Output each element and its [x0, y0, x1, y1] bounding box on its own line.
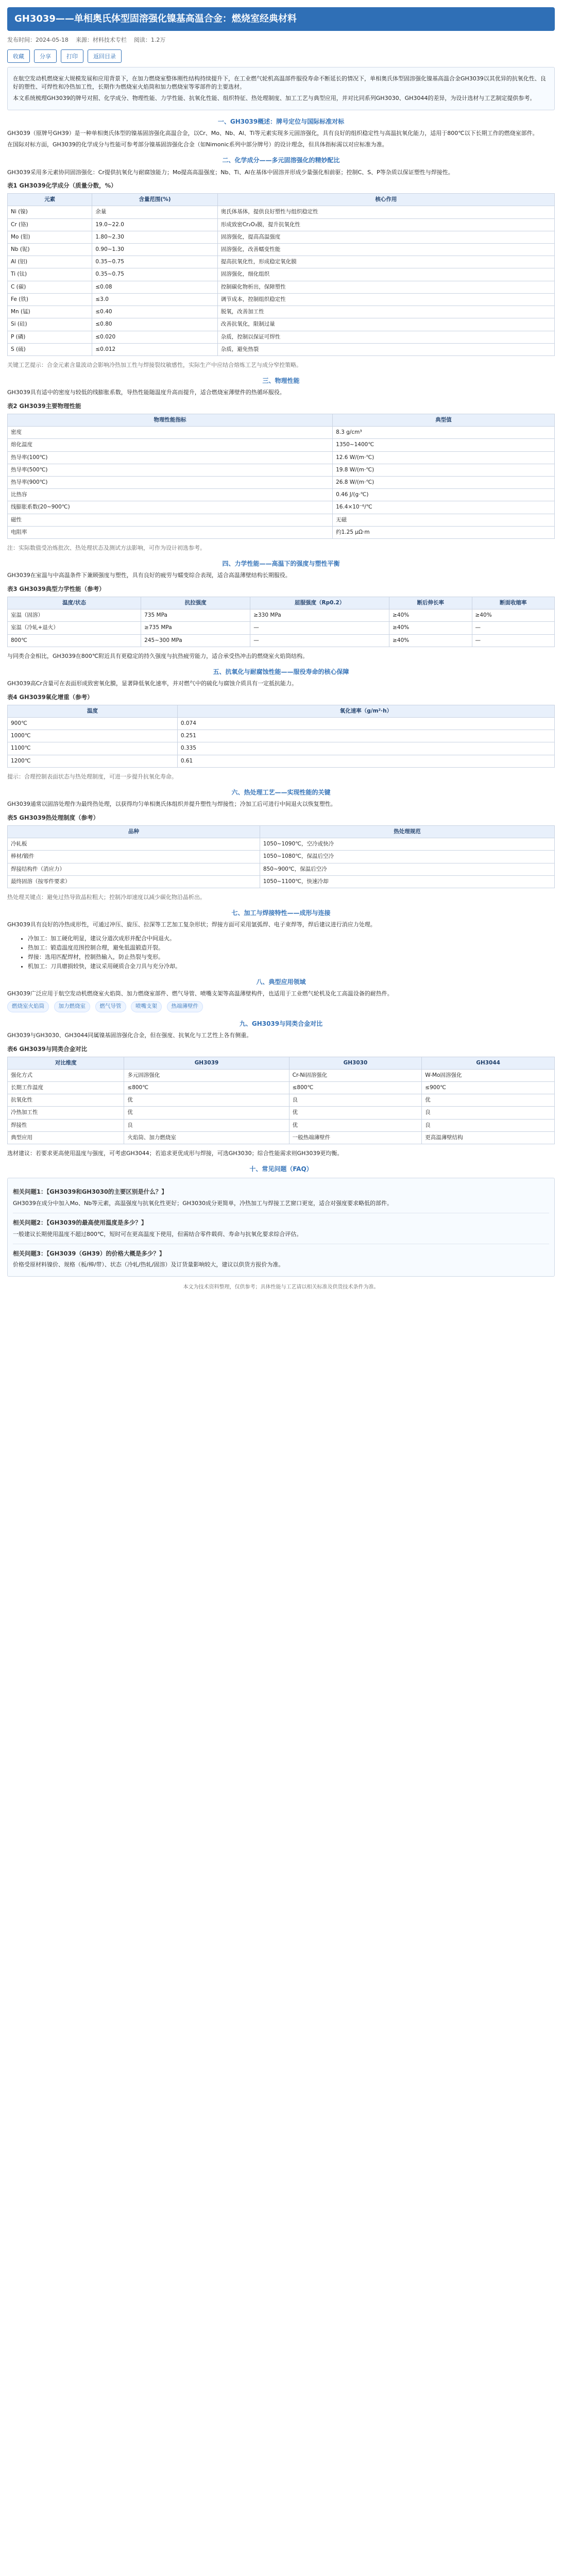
section-title-7: 七、加工与焊接特性——成形与连接 [231, 909, 331, 917]
table-cell: 火焰筒、加力燃烧室 [124, 1131, 289, 1144]
faq-question-3: 相关问题3：【GH3039（GH39）的价格大概是多少？】 [13, 1249, 165, 1257]
table-cell: 改善抗氧化，限制过量 [217, 318, 554, 331]
table-header-cell: 热处理规范 [260, 825, 554, 838]
table-row [8, 501, 555, 514]
meta-item: 来源：材料技术专栏 [75, 37, 127, 44]
faq-question-1: 相关问题1：【GH3039和GH3030的主要区别是什么？】 [13, 1188, 167, 1196]
table-header-row [8, 414, 555, 426]
table-cell: ≤800℃ [124, 1081, 289, 1094]
table-cell: 1200℃ [8, 755, 178, 767]
section-title-10: 十、常见问题（FAQ） [249, 1165, 313, 1173]
table-cell: 约1.25 μΩ·m [333, 526, 555, 538]
table-cell: 热导率(900℃) [8, 476, 333, 488]
table-cell: 良 [422, 1119, 555, 1131]
table-row [8, 1131, 555, 1144]
intro-paragraph-1: 在航空发动机燃烧室大规模发展和应用背景下，在加力燃烧室整体刚性结构持续提升下，在工业燃气轮机高温部件服役寿命不断延长的情况下，单相奥氏体型固溶强化镍基高温合金GH3039以其优异的抗氧化性、良好的塑性、可焊性和冷热加工性，长期作为燃烧室火焰筒和加力燃烧室等零部件的主要选材。 [13, 75, 546, 90]
table-row [8, 875, 555, 888]
table-cell: 热导率(500℃) [8, 464, 333, 476]
s1-paragraph-2: 在国际对标方面，GH3039的化学成分与性能可参考部分镍基固溶强化合金（如Nimonic系列中部分牌号）的设计理念，但具体指标需以对应标准为准。 [7, 141, 388, 148]
table-header-cell: 断面收缩率 [472, 597, 554, 609]
table-cell: 优 [422, 1094, 555, 1107]
table-cell: 室温（固溶） [8, 609, 141, 622]
table-cell: 1000℃ [8, 730, 178, 742]
list-item: • 冷加工：加工硬化明显，建议分道次成形并配合中间退火。 [28, 935, 555, 943]
s3-paragraph-2: 注：实际数值受冶炼批次、热处理状态及测试方法影响，可作为设计初选参考。 [7, 545, 206, 552]
table-cell: Mn (锰) [8, 306, 92, 318]
table-cell: Fe (铁) [8, 293, 92, 306]
table-header-cell: 氧化速率（g/m²·h） [177, 705, 554, 717]
table-cell: 密度 [8, 427, 333, 439]
table-row [8, 476, 555, 488]
table-row [8, 427, 555, 439]
list-item: • 机加工：刀具磨损较快，建议采用硬质合金刀具与充分冷却。 [28, 962, 555, 971]
table-row [8, 863, 555, 875]
table-cell: 0.46 J/(g·℃) [333, 489, 555, 501]
table-header-row [8, 705, 555, 717]
table-cell: ≥40% [389, 609, 472, 622]
table-row [8, 634, 555, 647]
table-row [8, 268, 555, 281]
table-cell: 一般热端薄壁件 [289, 1131, 422, 1144]
table-cell: 无磁 [333, 514, 555, 526]
table-cell: ≤800℃ [289, 1081, 422, 1094]
table-header-cell: 断后伸长率 [389, 597, 472, 609]
table-cell: 固溶强化，细化组织 [217, 268, 554, 281]
table-title-comparison: 表6 GH3039与同类合金对比 [7, 1045, 88, 1053]
table-row [8, 838, 555, 851]
table-cell: 0.251 [177, 730, 554, 742]
table-cell: Cr-Ni固溶强化 [289, 1069, 422, 1081]
table-row [8, 755, 555, 767]
table-header-cell: 典型值 [333, 414, 555, 426]
faq-answer-1: GH3039在成分中加入Mo、Nb等元素，高温强度与抗氧化性更好；GH3030成分更简单，冷热加工与焊接工艺窗口更宽，适合对强度要求略低的部件。 [13, 1200, 393, 1207]
heat-treatment-table [7, 825, 555, 888]
table-header-cell: 温度/状态 [8, 597, 141, 609]
table-cell: ≤3.0 [92, 293, 217, 306]
table-row [8, 343, 555, 355]
table-row [8, 718, 555, 730]
table-row [8, 243, 555, 256]
table-cell: 控制碳化物析出，保障塑性 [217, 281, 554, 293]
table-cell: 杂质，控制以保证可焊性 [217, 331, 554, 343]
intro-box [7, 67, 555, 110]
table-cell: Nb (铌) [8, 243, 92, 256]
s8-paragraph-1: GH3039广泛应用于航空发动机燃烧室火焰筒、加力燃烧室部件、燃气导管、喷嘴支架等高温薄壁构件，也适用于工业燃气轮机及化工高温设备的耐热件。 [7, 990, 393, 997]
table-cell: Ti (钛) [8, 268, 92, 281]
table-cell: ≤0.012 [92, 343, 217, 355]
table-cell: ≤0.020 [92, 331, 217, 343]
footer-note: 本文为技术资料整理，仅供参考；具体性能与工艺请以相关标准及供货技术条件为准。 [183, 1284, 379, 1291]
back-to-toc-button[interactable]: 返回目录 [88, 49, 122, 63]
table-header-row [8, 1057, 555, 1069]
table-row [8, 489, 555, 501]
table-cell: 固溶强化，提高高温强度 [217, 231, 554, 243]
table-cell: 焊接性 [8, 1119, 124, 1131]
table-cell: 长期工作温度 [8, 1081, 124, 1094]
table-cell: C (碳) [8, 281, 92, 293]
table-row [8, 218, 555, 231]
page [7, 0, 555, 1302]
table-cell: 电阻率 [8, 526, 333, 538]
table-cell: 1050~1100℃，快速冷却 [260, 875, 554, 888]
table-header-cell: 抗拉强度 [141, 597, 250, 609]
table-cell: 26.8 W/(m·℃) [333, 476, 555, 488]
s4-paragraph-1: GH3039在室温与中高温条件下兼顾强度与塑性，具有良好的疲劳与蠕变综合表现，适合高温薄壁结构长期服役。 [7, 572, 291, 579]
table-cell: 0.335 [177, 742, 554, 755]
s9-paragraph-1: GH3039与GH3030、GH3044同属镍基固溶强化合金，但在强度、抗氧化与工艺性上各有侧重。 [7, 1031, 252, 1039]
table-title-heat-treatment: 表5 GH3039热处理制度（参考） [7, 814, 99, 822]
table-cell: 1050~1090℃，空冷或快冷 [260, 838, 554, 851]
table-cell: ≥330 MPa [250, 609, 389, 622]
table-cell: 优 [124, 1107, 289, 1119]
table-cell: 焊接结构件（消应力） [8, 863, 260, 875]
table-header-cell: 温度 [8, 705, 178, 717]
table-cell: — [472, 622, 554, 634]
table-cell: 杂质，避免热裂 [217, 343, 554, 355]
table-header-row [8, 194, 555, 206]
meta-row [7, 36, 555, 44]
meta-item: 阅读：1.2万 [133, 37, 166, 44]
mechanical-properties-table [7, 597, 555, 647]
table-title-physical: 表2 GH3039主要物理性能 [7, 402, 81, 410]
table-cell: ≤0.80 [92, 318, 217, 331]
intro-paragraph-2: 本文系统梳理GH3039的牌号对照、化学成分、物理性能、力学性能、抗氧化性能、组织特征、热处理制度、加工工艺与典型应用，并对比同系列GH3030、GH3044的差异，为设计选材与工艺制定提供参考。 [13, 94, 536, 101]
table-cell: 0.90~1.30 [92, 243, 217, 256]
table-cell: 优 [289, 1107, 422, 1119]
section-title-9: 九、GH3039与同类合金对比 [239, 1020, 323, 1027]
table-cell: — [250, 622, 389, 634]
table-cell: 1050~1080℃，保温后空冷 [260, 851, 554, 863]
table-row [8, 256, 555, 268]
table-cell: 磁性 [8, 514, 333, 526]
table-cell: Mo (钼) [8, 231, 92, 243]
table-cell: 固溶强化，改善蠕变性能 [217, 243, 554, 256]
faq-answer-2: 一般建议长期使用温度不超过800℃，短时可在更高温度下使用，但需结合零件载荷、寿命与抗氧化要求综合评估。 [13, 1230, 302, 1238]
table-row [8, 451, 555, 464]
table-header-cell: GH3030 [289, 1057, 422, 1069]
table-cell: ≤0.40 [92, 306, 217, 318]
table-cell: 12.6 W/(m·℃) [333, 451, 555, 464]
tag-pill: 热端薄壁件 [167, 1001, 203, 1012]
table-cell: 线膨胀系数(20~900℃) [8, 501, 333, 514]
share-button[interactable]: 分享 [34, 49, 57, 63]
table-cell: Ni (镍) [8, 206, 92, 218]
table-cell: — [250, 634, 389, 647]
table-cell: 0.61 [177, 755, 554, 767]
table-row [8, 306, 555, 318]
table-cell: 热导率(100℃) [8, 451, 333, 464]
table-cell: 19.0~22.0 [92, 218, 217, 231]
table-cell: W-Mo固溶强化 [422, 1069, 555, 1081]
header-bar [7, 7, 555, 31]
table-header-row [8, 825, 555, 838]
table-cell: 245~300 MPa [141, 634, 250, 647]
section-title-6: 六、热处理工艺——实现性能的关键 [231, 788, 331, 796]
table-header-cell: 含量范围(%) [92, 194, 217, 206]
list-item: • 热加工：锻造温度范围控制合理，避免低温锻造开裂。 [28, 944, 555, 952]
table-row [8, 1107, 555, 1119]
table-cell: 735 MPa [141, 609, 250, 622]
section-title-8: 八、典型应用领域 [256, 978, 306, 986]
s2-paragraph-1: GH3039采用多元素协同固溶强化：Cr提供抗氧化与耐腐蚀能力；Mo提高高温强度；Nb、Ti、Al在基体中固溶并形成少量强化相前驱；控制C、S、P等杂质以保证塑性与焊接性。 [7, 168, 454, 176]
oxidation-table [7, 705, 555, 768]
section-title-5: 五、抗氧化与耐腐蚀性能——服役寿命的核心保障 [213, 668, 349, 675]
table-cell: 良 [289, 1094, 422, 1107]
table-cell: 余量 [92, 206, 217, 218]
table-cell: Al (铝) [8, 256, 92, 268]
physical-properties-table [7, 414, 555, 539]
table-row [8, 206, 555, 218]
table-cell: 16.4×10⁻⁶/℃ [333, 501, 555, 514]
table-cell: 抗氧化性 [8, 1094, 124, 1107]
table-row [8, 609, 555, 622]
table-row [8, 514, 555, 526]
table-cell: 形成致密Cr₂O₃膜，提升抗氧化性 [217, 218, 554, 231]
table-row [8, 439, 555, 451]
table-header-cell: 品种 [8, 825, 260, 838]
list-item: • 焊接：选用匹配焊材，控制热输入，防止热裂与变形。 [28, 953, 555, 961]
meta-item: 发布时间：2024-05-18 [7, 37, 69, 44]
section-title-3: 三、物理性能 [262, 377, 300, 384]
table-cell: 优 [124, 1094, 289, 1107]
tag-pill: 喷嘴支架 [131, 1001, 162, 1012]
table-cell: 8.3 g/cm³ [333, 427, 555, 439]
print-button[interactable]: 打印 [61, 49, 83, 63]
table-row [8, 526, 555, 538]
s2-paragraph-2: 关键工艺提示：合金元素含量波动会影响冷热加工性与焊接裂纹敏感性，实际生产中应结合熔炼工艺与成分窄控策略。 [7, 361, 302, 368]
table-row [8, 742, 555, 755]
table-header-row [8, 597, 555, 609]
s5-paragraph-1: GH3039高Cr含量可在表面形成致密氧化膜，显著降低氧化速率，并对燃气中的硫化与腐蚀介质具有一定抵抗能力。 [7, 680, 297, 687]
table-cell: 0.35~0.75 [92, 268, 217, 281]
table-cell: ≥735 MPa [141, 622, 250, 634]
s9-paragraph-2: 选材建议：若要求更高使用温度与强度，可考虑GH3044；若追求更优成形与焊接，可选GH3030；综合性能需求则GH3039更均衡。 [7, 1150, 343, 1157]
table-cell: 1.80~2.30 [92, 231, 217, 243]
table-cell: 850~900℃，保温后空冷 [260, 863, 554, 875]
table-cell: S (硫) [8, 343, 92, 355]
s4-paragraph-2: 与同类合金相比，GH3039在800℃附近具有更稳定的持久强度与抗热疲劳能力，适合承受热冲击的燃烧室火焰筒结构。 [7, 652, 309, 659]
table-title-composition: 表1 GH3039化学成分（质量分数，%） [7, 182, 117, 190]
tag-pill: 燃烧室火焰筒 [7, 1001, 49, 1012]
table-row [8, 622, 555, 634]
table-cell: ≥40% [389, 622, 472, 634]
table-cell: 19.8 W/(m·℃) [333, 464, 555, 476]
tag-pill: 燃气导管 [95, 1001, 126, 1012]
table-row [8, 851, 555, 863]
table-row [8, 293, 555, 306]
table-cell: 0.35~0.75 [92, 256, 217, 268]
s1-paragraph-1: GH3039（原牌号GH39）是一种单相奥氏体型的镍基固溶强化高温合金，以Cr、Mo、Nb、Al、Ti等元素实现多元固溶强化，具有良好的组织稳定性与高温抗氧化能力，适用于800℃以下长期工作的燃烧室部件。 [7, 130, 538, 137]
table-cell: 室温（冷轧+退火） [8, 622, 141, 634]
table-header-cell: 屈服强度（Rp0.2） [250, 597, 389, 609]
table-cell: 良 [124, 1119, 289, 1131]
table-cell: 良 [422, 1107, 555, 1119]
section-title-4: 四、力学性能——高温下的强度与塑性平衡 [222, 560, 340, 568]
faq-answer-3: 价格受原材料镍价、规格（板/棒/带）、状态（冷轧/热轧/固溶）及订货量影响较大，建议以供货方报价为准。 [13, 1261, 284, 1268]
table-title-mechanical: 表3 GH3039典型力学性能（参考） [7, 585, 105, 593]
table-cell: 最终固溶（按零件要求） [8, 875, 260, 888]
table-cell: ≤900℃ [422, 1081, 555, 1094]
table-cell: Cr (铬) [8, 218, 92, 231]
table-row [8, 1069, 555, 1081]
table-header-cell: GH3039 [124, 1057, 289, 1069]
table-cell: 1100℃ [8, 742, 178, 755]
section-title-1: 一、GH3039概述：牌号定位与国际标准对标 [217, 117, 345, 125]
table-row [8, 1081, 555, 1094]
table-cell: 比热容 [8, 489, 333, 501]
faq-box [7, 1178, 555, 1277]
table-cell: 强化方式 [8, 1069, 124, 1081]
table-cell: 1350~1400℃ [333, 439, 555, 451]
s7-paragraph-1: GH3039具有良好的冷热成形性，可通过冲压、旋压、拉深等工艺加工复杂形状；焊接方面可采用氩弧焊、电子束焊等，焊后建议进行消应力处理。 [7, 921, 376, 928]
table-cell: 奥氏体基体，提供良好塑性与组织稳定性 [217, 206, 554, 218]
table-row [8, 281, 555, 293]
table-row [8, 1094, 555, 1107]
table-header-cell: 核心作用 [217, 194, 554, 206]
table-row [8, 730, 555, 742]
section-title-2: 二、化学成分——多元固溶强化的精妙配比 [222, 157, 340, 164]
s5-paragraph-2: 提示：合理控制表面状态与热处理制度，可进一步提升抗氧化寿命。 [7, 773, 177, 780]
bookmark-button[interactable]: 收藏 [7, 49, 30, 63]
table-cell: 脱氧，改善加工性 [217, 306, 554, 318]
s3-paragraph-1: GH3039具有适中的密度与较低的线膨胀系数，导热性能随温度升高而提升，适合燃烧室薄壁件的热循环服役。 [7, 389, 285, 396]
action-buttons [7, 49, 555, 63]
page-title: GH3039——单相奥氏体型固溶强化镍基高温合金：燃烧室经典材料 [14, 13, 297, 24]
table-row [8, 318, 555, 331]
table-cell: 冷轧板 [8, 838, 260, 851]
application-tags [7, 1001, 555, 1012]
table-cell: 棒材/锻件 [8, 851, 260, 863]
table-cell: 调节成本，控制组织稳定性 [217, 293, 554, 306]
table-cell: 900℃ [8, 718, 178, 730]
table-cell: 800℃ [8, 634, 141, 647]
table-cell: P (磷) [8, 331, 92, 343]
table-cell: ≤0.08 [92, 281, 217, 293]
s6-paragraph-1: GH3039通常以固溶处理作为最终热处理，以获得均匀单相奥氏体组织并提升塑性与焊接性；冷加工后可进行中间退火以恢复塑性。 [7, 801, 336, 808]
table-cell: 优 [289, 1119, 422, 1131]
table-row [8, 464, 555, 476]
table-cell: Si (硅) [8, 318, 92, 331]
table-header-cell: GH3044 [422, 1057, 555, 1069]
s6-paragraph-2: 热处理关键点：避免过热导致晶粒粗大；控制冷却速度以减少碳化物沿晶析出。 [7, 893, 206, 901]
table-cell: ≥40% [389, 634, 472, 647]
composition-table [7, 193, 555, 356]
table-cell: 多元固溶强化 [124, 1069, 289, 1081]
table-header-cell: 元素 [8, 194, 92, 206]
table-row [8, 331, 555, 343]
table-cell: 熔化温度 [8, 439, 333, 451]
faq-question-2: 相关问题2：【GH3039的最高使用温度是多少？】 [13, 1218, 147, 1226]
table-title-oxidation: 表4 GH3039氧化增重（参考） [7, 693, 93, 701]
table-row [8, 231, 555, 243]
comparison-table [7, 1057, 555, 1145]
table-cell: 提高抗氧化性，形成稳定氧化膜 [217, 256, 554, 268]
processing-bullets [7, 935, 555, 971]
table-row [8, 1119, 555, 1131]
table-header-cell: 对比维度 [8, 1057, 124, 1069]
table-cell: ≥40% [472, 609, 554, 622]
table-cell: 更高温薄壁结构 [422, 1131, 555, 1144]
table-cell: 0.074 [177, 718, 554, 730]
tag-pill: 加力燃烧室 [54, 1001, 91, 1012]
table-header-cell: 物理性能指标 [8, 414, 333, 426]
table-cell: 典型应用 [8, 1131, 124, 1144]
table-cell: — [472, 634, 554, 647]
table-cell: 冷热加工性 [8, 1107, 124, 1119]
